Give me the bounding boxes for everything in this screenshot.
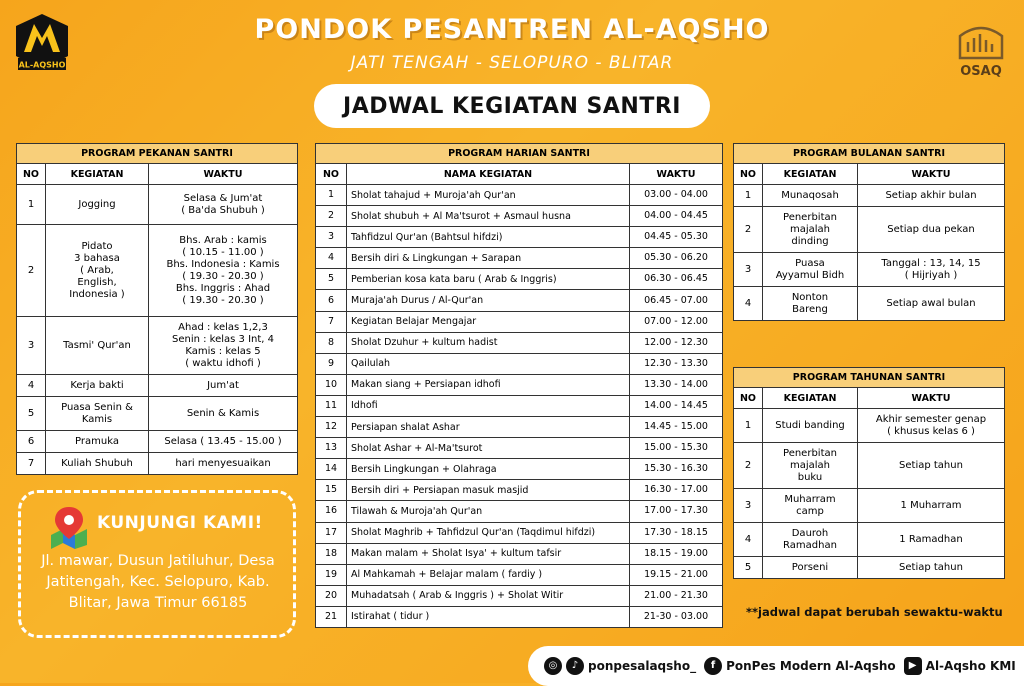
table-row [17, 225, 298, 317]
cell-waktu: 15.00 - 15.30 [630, 438, 723, 459]
cell-no: 1 [734, 409, 763, 443]
instagram-icon[interactable]: ◎ [544, 657, 562, 675]
table-row [734, 253, 1005, 287]
cell-no: 7 [17, 453, 46, 475]
yearly-section-title: PROGRAM TAHUNAN SANTRI [734, 368, 1005, 388]
schedule-note: **jadwal dapat berubah sewaktu-waktu [746, 605, 1003, 619]
col-waktu: WAKTU [858, 164, 1005, 185]
cell-waktu: Selasa ( 13.45 - 15.00 ) [149, 431, 298, 453]
cell-kegiatan: Puasa Senin & Kamis [46, 397, 149, 431]
table-row [316, 248, 723, 269]
col-no: NO [734, 388, 763, 409]
col-no: NO [316, 164, 347, 185]
cell-kegiatan: Tasmi' Qur'an [46, 317, 149, 375]
cell-kegiatan: Makan siang + Persiapan idhofi [347, 374, 630, 395]
cell-waktu: Bhs. Arab : kamis ( 10.15 - 11.00 ) Bhs. Indonesia : Kamis ( 19.30 - 20.30 ) Bhs. Inggris : Ahad ( 19.30 - 20.30 ) [149, 225, 298, 317]
col-kegiatan: KEGIATAN [763, 388, 858, 409]
table-row [316, 395, 723, 416]
weekly-program-table [16, 143, 298, 475]
cell-no: 12 [316, 417, 347, 438]
tiktok-icon[interactable]: ♪ [566, 657, 584, 675]
cell-no: 5 [17, 397, 46, 431]
social-footer [528, 646, 1024, 686]
cell-waktu: 21-30 - 03.00 [630, 606, 723, 627]
table-row [316, 332, 723, 353]
cell-no: 6 [17, 431, 46, 453]
table-row [316, 269, 723, 290]
cell-kegiatan: Penerbitan majalah buku [763, 443, 858, 489]
cell-waktu: 13.30 - 14.00 [630, 374, 723, 395]
cell-kegiatan: Pramuka [46, 431, 149, 453]
cell-kegiatan: Istirahat ( tidur ) [347, 606, 630, 627]
cell-kegiatan: Bersih Lingkungan + Olahraga [347, 459, 630, 480]
cell-kegiatan: Sholat shubuh + Al Ma'tsurot + Asmaul husna [347, 206, 630, 227]
cell-waktu: 06.45 - 07.00 [630, 290, 723, 311]
cell-waktu: 12.30 - 13.30 [630, 353, 723, 374]
cell-no: 14 [316, 459, 347, 480]
table-row [316, 353, 723, 374]
youtube-channel[interactable]: Al-Aqsho KMI [925, 659, 1016, 673]
cell-no: 15 [316, 480, 347, 501]
cell-waktu: 17.00 - 17.30 [630, 501, 723, 522]
cell-waktu: 16.30 - 17.00 [630, 480, 723, 501]
cell-kegiatan: Sholat Dzuhur + kultum hadist [347, 332, 630, 353]
cell-kegiatan: Munaqosah [763, 185, 858, 207]
cell-waktu: 07.00 - 12.00 [630, 311, 723, 332]
cell-waktu: Tanggal : 13, 14, 15 ( Hijriyah ) [858, 253, 1005, 287]
cell-kegiatan: Qailulah [347, 353, 630, 374]
table-row [316, 459, 723, 480]
cell-no: 1 [17, 185, 46, 225]
col-no: NO [734, 164, 763, 185]
cell-waktu: Setiap tahun [858, 443, 1005, 489]
logo-right-text: OSAQ [960, 64, 1002, 79]
cell-kegiatan: Idhofi [347, 395, 630, 416]
daily-program-table [315, 143, 723, 628]
cell-waktu: 19.15 - 21.00 [630, 564, 723, 585]
table-row [316, 290, 723, 311]
cell-no: 1 [734, 185, 763, 207]
cell-no: 6 [316, 290, 347, 311]
facebook-page[interactable]: PonPes Modern Al-Aqsho [726, 659, 896, 673]
cell-no: 18 [316, 543, 347, 564]
table-row [734, 443, 1005, 489]
cell-kegiatan: Sholat Ashar + Al-Ma'tsurot [347, 438, 630, 459]
table-row [734, 207, 1005, 253]
col-waktu: WAKTU [630, 164, 723, 185]
cell-kegiatan: Jogging [46, 185, 149, 225]
table-row [734, 409, 1005, 443]
cell-waktu: 04.00 - 04.45 [630, 206, 723, 227]
cell-no: 4 [734, 287, 763, 321]
table-row [316, 374, 723, 395]
cell-waktu: Setiap awal bulan [858, 287, 1005, 321]
cell-no: 5 [316, 269, 347, 290]
cell-kegiatan: Porseni [763, 557, 858, 579]
cell-waktu: 04.45 - 05.30 [630, 227, 723, 248]
cell-waktu: 15.30 - 16.30 [630, 459, 723, 480]
cell-no: 2 [316, 206, 347, 227]
cell-kegiatan: Makan malam + Sholat Isya' + kultum tafsir [347, 543, 630, 564]
cell-no: 13 [316, 438, 347, 459]
cell-kegiatan: Tilawah & Muroja'ah Qur'an [347, 501, 630, 522]
weekly-rows [17, 185, 298, 475]
cell-kegiatan: Muharram camp [763, 489, 858, 523]
cell-no: 4 [316, 248, 347, 269]
table-row [316, 311, 723, 332]
schedule-banner: JADWAL KEGIATAN SANTRI [314, 84, 710, 128]
visit-title: KUNJUNGI KAMI! [97, 513, 263, 533]
cell-no: 4 [17, 375, 46, 397]
cell-waktu: 17.30 - 18.15 [630, 522, 723, 543]
cell-no: 20 [316, 585, 347, 606]
visit-address: Jl. mawar, Dusun Jatiluhur, Desa Jatitengah, Kec. Selopuro, Kab. Blitar, Jawa Timur 66185 [41, 553, 275, 611]
cell-no: 16 [316, 501, 347, 522]
cell-no: 21 [316, 606, 347, 627]
cell-waktu: Selasa & Jum'at ( Ba'da Shubuh ) [149, 185, 298, 225]
table-row [734, 287, 1005, 321]
cell-kegiatan: Tahfidzul Qur'an (Bahtsul hifdzi) [347, 227, 630, 248]
table-row [316, 543, 723, 564]
table-row [316, 206, 723, 227]
table-row [316, 438, 723, 459]
cell-no: 5 [734, 557, 763, 579]
visit-us-box [18, 490, 296, 638]
cell-kegiatan: Nonton Bareng [763, 287, 858, 321]
cell-waktu: 06.30 - 06.45 [630, 269, 723, 290]
table-row [734, 523, 1005, 557]
table-row [316, 501, 723, 522]
cell-kegiatan: Muraja'ah Durus / Al-Qur'an [347, 290, 630, 311]
cell-waktu: Setiap akhir bulan [858, 185, 1005, 207]
cell-waktu: 03.00 - 04.00 [630, 185, 723, 206]
cell-kegiatan: Penerbitan majalah dinding [763, 207, 858, 253]
table-row [17, 317, 298, 375]
cell-kegiatan: Pidato 3 bahasa ( Arab, English, Indonesia ) [46, 225, 149, 317]
yearly-program-table [733, 367, 1005, 579]
cell-kegiatan: Sholat tahajud + Muroja'ah Qur'an [347, 185, 630, 206]
cell-waktu: 1 Ramadhan [858, 523, 1005, 557]
cell-no: 17 [316, 522, 347, 543]
page-title: PONDOK PESANTREN AL-AQSHO [254, 14, 770, 45]
table-row [316, 522, 723, 543]
col-nama-kegiatan: NAMA KEGIATAN [347, 164, 630, 185]
cell-no: 3 [17, 317, 46, 375]
cell-no: 4 [734, 523, 763, 557]
facebook-icon[interactable]: f [704, 657, 722, 675]
cell-waktu: 18.15 - 19.00 [630, 543, 723, 564]
cell-waktu: Setiap dua pekan [858, 207, 1005, 253]
weekly-section-title: PROGRAM PEKANAN SANTRI [17, 144, 298, 164]
col-kegiatan: KEGIATAN [46, 164, 149, 185]
cell-kegiatan: Dauroh Ramadhan [763, 523, 858, 557]
cell-kegiatan: Muhadatsah ( Arab & Inggris ) + Sholat Witir [347, 585, 630, 606]
table-row [17, 397, 298, 431]
cell-no: 3 [316, 227, 347, 248]
cell-kegiatan: Kerja bakti [46, 375, 149, 397]
monthly-program-table [733, 143, 1005, 321]
cell-kegiatan: Bersih diri + Persiapan masuk masjid [347, 480, 630, 501]
cell-waktu: 05.30 - 06.20 [630, 248, 723, 269]
table-row [316, 606, 723, 627]
col-waktu: WAKTU [858, 388, 1005, 409]
cell-no: 8 [316, 332, 347, 353]
monthly-section-title: PROGRAM BULANAN SANTRI [734, 144, 1005, 164]
cell-no: 3 [734, 253, 763, 287]
cell-waktu: 14.00 - 14.45 [630, 395, 723, 416]
cell-kegiatan: Persiapan shalat Ashar [347, 417, 630, 438]
cell-waktu: Setiap tahun [858, 557, 1005, 579]
table-row [316, 564, 723, 585]
cell-no: 19 [316, 564, 347, 585]
cell-waktu: 1 Muharram [858, 489, 1005, 523]
cell-waktu: hari menyesuaikan [149, 453, 298, 475]
cell-kegiatan: Pemberian kosa kata baru ( Arab & Inggris) [347, 269, 630, 290]
cell-waktu: Akhir semester genap ( khusus kelas 6 ) [858, 409, 1005, 443]
cell-no: 2 [734, 207, 763, 253]
col-no: NO [17, 164, 46, 185]
cell-no: 7 [316, 311, 347, 332]
cell-kegiatan: Puasa Ayyamul Bidh [763, 253, 858, 287]
cell-no: 9 [316, 353, 347, 374]
logo-text: AL-AQSHO [18, 60, 66, 70]
cell-kegiatan: Sholat Maghrib + Tahfidzul Qur'an (Taqdimul hifdzi) [347, 522, 630, 543]
social-handle[interactable]: ponpesalaqsho_ [588, 659, 697, 673]
table-row [316, 227, 723, 248]
yearly-rows [734, 409, 1005, 579]
youtube-icon[interactable]: ▶ [904, 657, 922, 675]
cell-waktu: Jum'at [149, 375, 298, 397]
table-row [734, 185, 1005, 207]
cell-no: 11 [316, 395, 347, 416]
table-row [17, 453, 298, 475]
cell-kegiatan: Studi banding [763, 409, 858, 443]
page-subtitle: JATI TENGAH - SELOPURO - BLITAR [350, 53, 674, 73]
table-row [316, 185, 723, 206]
table-row [316, 417, 723, 438]
table-row [734, 557, 1005, 579]
table-row [17, 431, 298, 453]
map-pin-icon [47, 505, 91, 549]
cell-kegiatan: Kegiatan Belajar Mengajar [347, 311, 630, 332]
cell-no: 1 [316, 185, 347, 206]
cell-kegiatan: Kuliah Shubuh [46, 453, 149, 475]
cell-kegiatan: Al Mahkamah + Belajar malam ( fardiy ) [347, 564, 630, 585]
cell-waktu: 14.45 - 15.00 [630, 417, 723, 438]
col-waktu: WAKTU [149, 164, 298, 185]
cell-no: 2 [17, 225, 46, 317]
col-kegiatan: KEGIATAN [763, 164, 858, 185]
monthly-rows [734, 185, 1005, 321]
table-row [17, 375, 298, 397]
cell-waktu: Senin & Kamis [149, 397, 298, 431]
daily-rows [316, 185, 723, 628]
cell-kegiatan: Bersih diri & Lingkungan + Sarapan [347, 248, 630, 269]
cell-no: 3 [734, 489, 763, 523]
cell-no: 2 [734, 443, 763, 489]
table-row [316, 585, 723, 606]
table-row [734, 489, 1005, 523]
cell-waktu: 12.00 - 12.30 [630, 332, 723, 353]
cell-waktu: Ahad : kelas 1,2,3 Senin : kelas 3 Int, 4 Kamis : kelas 5 ( waktu idhofi ) [149, 317, 298, 375]
table-row [316, 480, 723, 501]
table-row [17, 185, 298, 225]
cell-waktu: 21.00 - 21.30 [630, 585, 723, 606]
cell-no: 10 [316, 374, 347, 395]
daily-section-title: PROGRAM HARIAN SANTRI [316, 144, 723, 164]
